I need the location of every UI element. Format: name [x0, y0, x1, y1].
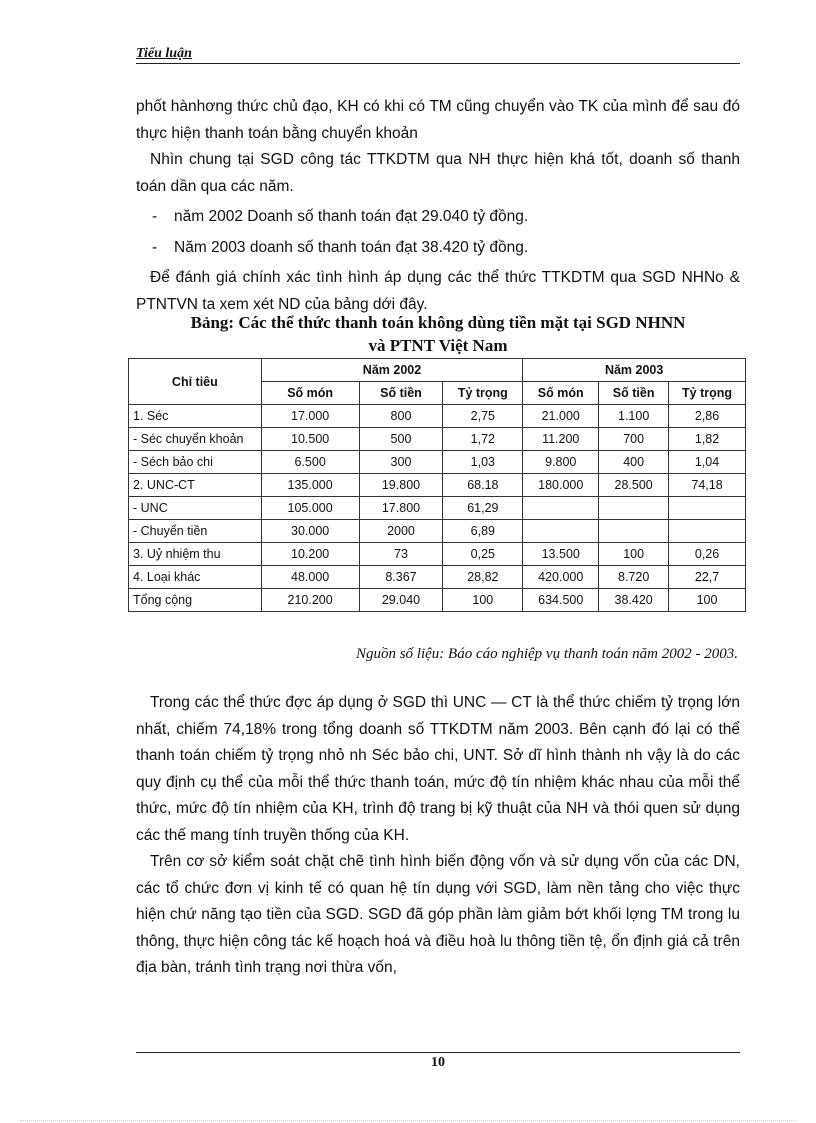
subheader-cell: Số tiền — [359, 382, 443, 405]
bullet-item — [136, 204, 740, 231]
table-cell: 28,82 — [443, 566, 523, 589]
table-cell: 48.000 — [261, 566, 359, 589]
table-row — [129, 428, 746, 451]
row-label: 3. Uỷ nhiệm thu — [129, 543, 262, 566]
table-cell: 61,29 — [443, 497, 523, 520]
table-cell: 0,25 — [443, 543, 523, 566]
subheader-cell: Tỷ trọng — [443, 382, 523, 405]
row-label: - Chuyển tiền — [129, 520, 262, 543]
header-title: Tiểu luận — [136, 46, 192, 61]
table-cell — [523, 520, 599, 543]
table-cell: 420.000 — [523, 566, 599, 589]
table-cell: 500 — [359, 428, 443, 451]
table-row — [129, 543, 746, 566]
table-cell: 68.18 — [443, 474, 523, 497]
paragraph-intro: Để đánh giá chính xác tình hình áp dụng các thể thức TTKDTM qua SGD NHNo & PTNTVN ta xem xét ND của bảng dới đây. — [136, 269, 740, 313]
table-cell: 74,18 — [669, 474, 746, 497]
page-number: 10 — [431, 1055, 445, 1070]
header-indicator: Chỉ tiêu — [129, 359, 262, 405]
table-cell: 800 — [359, 405, 443, 428]
table-row — [129, 566, 746, 589]
table-cell: 1,72 — [443, 428, 523, 451]
table-header-row — [129, 359, 746, 382]
table-row — [129, 474, 746, 497]
table-cell: 21.000 — [523, 405, 599, 428]
paragraph-continuation: phốt hànhơng thức chủ đạo, KH có khi có TM cũng chuyển vào TK của mình để sau đó thực hiện thanh toán bằng chuyển khoản — [136, 98, 740, 142]
table-cell: 8.367 — [359, 566, 443, 589]
table-cell: 634.500 — [523, 589, 599, 612]
table-cell: 2000 — [359, 520, 443, 543]
bullet-text: năm 2002 Doanh số thanh toán đạt 29.040 tỷ đồng. — [174, 208, 529, 225]
table-cell: 400 — [599, 451, 669, 474]
subheader-cell: Tỷ trọng — [669, 382, 746, 405]
row-label: - Séch bảo chi — [129, 451, 262, 474]
bullet-item — [136, 235, 740, 262]
bullet-marker: - — [152, 238, 158, 256]
table-cell: 100 — [599, 543, 669, 566]
row-label: - Séc chuyển khoản — [129, 428, 262, 451]
row-label: 2. UNC-CT — [129, 474, 262, 497]
row-label: 4. Loại khác — [129, 566, 262, 589]
table-cell: 8.720 — [599, 566, 669, 589]
table-row — [129, 451, 746, 474]
table-source-note: Nguồn số liệu: Báo cáo nghiệp vụ thanh toán năm 2002 - 2003. — [355, 646, 738, 662]
table-cell: 10.500 — [261, 428, 359, 451]
table-cell: 1,03 — [443, 451, 523, 474]
top-text-block — [136, 94, 740, 318]
table-cell: 9.800 — [523, 451, 599, 474]
table-cell: 180.000 — [523, 474, 599, 497]
bottom-text-block — [136, 690, 740, 982]
table-cell: 29.040 — [359, 589, 443, 612]
paragraph-overview: Nhìn chung tại SGD công tác TTKDTM qua NH thực hiện khá tốt, doanh số thanh toán dần qua các năm. — [136, 151, 740, 195]
table-row — [129, 520, 746, 543]
table-row — [129, 497, 746, 520]
row-label: 1. Séc — [129, 405, 262, 428]
table-cell: 2,75 — [443, 405, 523, 428]
table-cell — [599, 520, 669, 543]
paragraph-control: Trên cơ sở kiểm soát chặt chẽ tình hình biến động vốn và sử dụng vốn của các DN, các tổ chức đơn vị kinh tế có quan hệ tín dụng với SGD, làm nền tảng cho việc thực hiện chứ năng tạo tiền của SGD. SGD đã góp phần làm giảm bớt khối lợng TM trong lu thông, thực hiện công tác kế hoạch hoá và điều hoà lu thông tiền tệ, ổn định giá cả trên địa bàn, tránh tình trạng nơi thừa vốn, — [136, 853, 740, 976]
table-cell — [669, 497, 746, 520]
table-cell: 13.500 — [523, 543, 599, 566]
table-cell: 10.200 — [261, 543, 359, 566]
table-cell: 135.000 — [261, 474, 359, 497]
payment-methods-table — [128, 358, 746, 612]
table-title — [136, 311, 740, 357]
footer-rule — [136, 1052, 740, 1053]
bullet-marker: - — [152, 208, 158, 225]
table-cell: 17.000 — [261, 405, 359, 428]
paragraph-analysis: Trong các thể thức đợc áp dụng ở SGD thì UNC — CT là thể thức chiếm tỷ trọng lớn nhất, chiếm 74,18% trong tổng doanh số TTKDTM năm 2003. Bên cạnh đó lại có thể thanh toán chiếm tỷ trọng nhỏ nh Séc bảo chi, UNT. Sở dĩ hình thành nh vậy là do các quy định cụ thể của mỗi thể thức thanh toán, mức độ tín nhiệm khác nhau của mỗi thể thức, mức độ tín nhiệm của KH, trình độ trang bị kỹ thuật của NH và thói quen sử dụng các thế mang tính truyền thống của KH. — [136, 694, 740, 844]
header-year-2002: Năm 2002 — [261, 359, 523, 382]
header-rule — [136, 63, 740, 64]
table-cell: 6,89 — [443, 520, 523, 543]
table-cell: 700 — [599, 428, 669, 451]
table-title-line-1: Bảng: Các thể thức thanh toán không dùng tiền mặt tại SGD NHNN — [190, 313, 686, 332]
table-cell — [523, 497, 599, 520]
table-cell: 210.200 — [261, 589, 359, 612]
table-cell: 73 — [359, 543, 443, 566]
table-cell: 105.000 — [261, 497, 359, 520]
table-cell: 38.420 — [599, 589, 669, 612]
table-cell: 100 — [443, 589, 523, 612]
table-cell — [599, 497, 669, 520]
table-cell: 19.800 — [359, 474, 443, 497]
subheader-cell: Số món — [261, 382, 359, 405]
header-year-2003: Năm 2003 — [523, 359, 746, 382]
table-cell: 0,26 — [669, 543, 746, 566]
table-cell: 30.000 — [261, 520, 359, 543]
table-cell: 22,7 — [669, 566, 746, 589]
table-row — [129, 405, 746, 428]
subheader-cell: Số món — [523, 382, 599, 405]
page-edge — [20, 1120, 796, 1121]
table-cell — [669, 520, 746, 543]
row-label: - UNC — [129, 497, 262, 520]
table-cell: 1.100 — [599, 405, 669, 428]
table-total-row — [129, 589, 746, 612]
table-cell: 11.200 — [523, 428, 599, 451]
subheader-cell: Số tiền — [599, 382, 669, 405]
row-label: Tổng cộng — [129, 589, 262, 612]
table-title-line-2: và PTNT Việt Nam — [368, 336, 508, 355]
bullet-text: Năm 2003 doanh số thanh toán đạt 38.420 tỷ đồng. — [174, 238, 529, 256]
table-cell: 17.800 — [359, 497, 443, 520]
table-cell: 28.500 — [599, 474, 669, 497]
table-cell: 2,86 — [669, 405, 746, 428]
table-cell: 1,04 — [669, 451, 746, 474]
table-cell: 6.500 — [261, 451, 359, 474]
table-cell: 300 — [359, 451, 443, 474]
table-cell: 1,82 — [669, 428, 746, 451]
table-cell: 100 — [669, 589, 746, 612]
